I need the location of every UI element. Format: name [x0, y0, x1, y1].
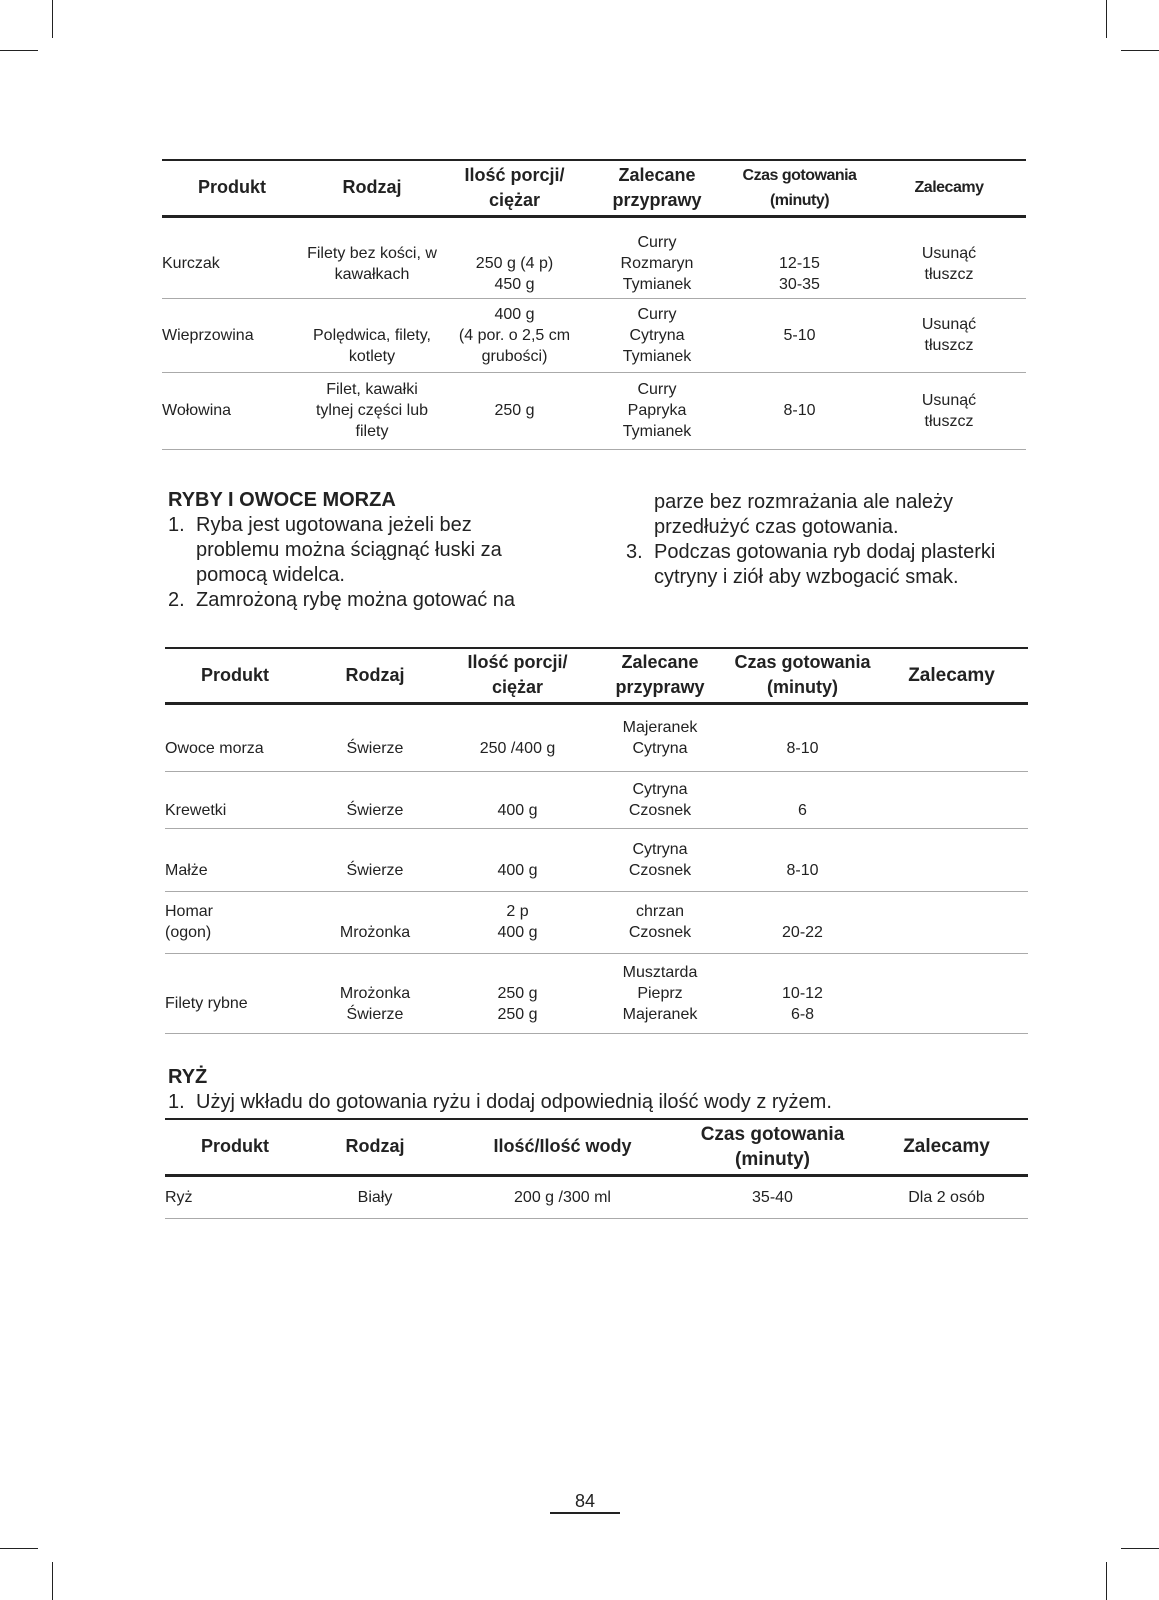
cell-produkt: Małże: [165, 828, 305, 891]
cell-przyprawy: Curry Papryka Tymianek: [587, 372, 727, 449]
cell-zalecamy: [875, 953, 1028, 1033]
cell-ilosc: 400 g: [445, 828, 590, 891]
fish-table: [165, 647, 1028, 1034]
cell-zalecamy: [875, 703, 1028, 771]
list-number: 3.: [626, 541, 643, 563]
meat-table: [162, 159, 1026, 450]
cell-czas: 8-10: [727, 372, 872, 449]
table-row: [165, 891, 1028, 953]
crop-mark: [1106, 0, 1107, 38]
cell-produkt: Kurczak: [162, 216, 302, 298]
cell-produkt: Wołowina: [162, 372, 302, 449]
header-produkt: Produkt: [162, 160, 302, 216]
cell-przyprawy: Musztarda Pieprz Majeranek: [590, 953, 730, 1033]
instruction-list: [168, 513, 523, 613]
list-number: 2.: [168, 589, 185, 611]
list-item: [626, 540, 1026, 590]
cell-zalecamy: [875, 891, 1028, 953]
instruction-list: [168, 1090, 1028, 1115]
cell-zalecamy: [875, 771, 1028, 828]
header-produkt: Produkt: [165, 1119, 305, 1175]
table-row: [165, 828, 1028, 891]
cell-czas: 20-22: [730, 891, 875, 953]
header-przyprawy: Zalecane przyprawy: [587, 160, 727, 216]
cell-produkt: Ryż: [165, 1175, 305, 1218]
cell-rodzaj: Mrożonka: [305, 891, 445, 953]
cell-zalecamy: [875, 828, 1028, 891]
table-row: [162, 372, 1026, 449]
cell-rodzaj: Świerze: [305, 828, 445, 891]
instruction-list: [626, 540, 1026, 590]
cell-rodzaj: Polędwica, filety, kotlety: [302, 298, 442, 372]
page-number: 84: [550, 1490, 620, 1514]
crop-mark: [52, 0, 53, 38]
cell-ilosc: 400 g: [445, 771, 590, 828]
table-row: [165, 771, 1028, 828]
table-row: [165, 1175, 1028, 1218]
cell-czas: 10-12 6-8: [730, 953, 875, 1033]
crop-mark: [1121, 50, 1159, 51]
cell-rodzaj: Świerze: [305, 771, 445, 828]
cell-zalecamy: Usunąć tłuszcz: [872, 372, 1026, 449]
cell-ilosc: 2 p 400 g: [445, 891, 590, 953]
cell-przyprawy: Curry Cytryna Tymianek: [587, 298, 727, 372]
cell-czas: 35-40: [680, 1175, 865, 1218]
cell-ilosc: 250 g (4 p) 450 g: [442, 216, 587, 298]
header-zalecamy: Zalecamy: [875, 648, 1028, 703]
list-text: Podczas gotowania ryb dodaj plasterki cytryny i ziół aby wzbogacić smak.: [654, 541, 996, 588]
header-produkt: Produkt: [165, 648, 305, 703]
list-text: Zamrożoną rybę można gotować na: [196, 589, 516, 611]
cell-zalecamy: Usunąć tłuszcz: [872, 298, 1026, 372]
cell-rodzaj: Biały: [305, 1175, 445, 1218]
cell-produkt: Homar (ogon): [165, 891, 305, 953]
list-number: 1.: [168, 1091, 185, 1113]
cell-produkt: Owoce morza: [165, 703, 305, 771]
fish-section-right: [626, 490, 1026, 590]
rice-table: [165, 1118, 1028, 1219]
header-rodzaj: Rodzaj: [302, 160, 442, 216]
list-continuation: parze bez rozmrażania ale należy przedłużyć czas gotowania.: [654, 491, 954, 538]
header-przyprawy: Zalecane przyprawy: [590, 648, 730, 703]
cell-ilosc: 250 /400 g: [445, 703, 590, 771]
cell-produkt: Wieprzowina: [162, 298, 302, 372]
cell-ilosc: 400 g (4 por. o 2,5 cm grubości): [442, 298, 587, 372]
cell-rodzaj: Filety bez kości, w kawałkach: [302, 216, 442, 298]
crop-mark: [1106, 1562, 1107, 1600]
header-czas: Czas gotowania (minuty): [727, 160, 872, 216]
header-ilosc-wody: Ilość/Ilość wody: [445, 1119, 680, 1175]
list-text: Użyj wkładu do gotowania ryżu i dodaj odpowiednią ilość wody z ryżem.: [196, 1091, 832, 1113]
rice-section: [168, 1065, 1028, 1115]
crop-mark: [0, 1548, 38, 1549]
header-czas: Czas gotowania (minuty): [730, 648, 875, 703]
crop-mark: [1121, 1548, 1159, 1549]
cell-czas: 12-15 30-35: [727, 216, 872, 298]
cell-przyprawy: Cytryna Czosnek: [590, 771, 730, 828]
crop-mark: [0, 50, 38, 51]
cell-rodzaj: Mrożonka Świerze: [305, 953, 445, 1033]
list-text: Ryba jest ugotowana jeżeli bez problemu można ściągnąć łuski za pomocą widelca.: [196, 514, 502, 586]
cell-czas: 8-10: [730, 828, 875, 891]
table-row: [165, 953, 1028, 1033]
list-item: [168, 1090, 1028, 1115]
table-row: [162, 298, 1026, 372]
cell-produkt: Filety rybne: [165, 953, 305, 1033]
header-czas: Czas gotowania (minuty): [680, 1119, 865, 1175]
cell-czas: 6: [730, 771, 875, 828]
cell-zalecamy: Dla 2 osób: [865, 1175, 1028, 1218]
header-rodzaj: Rodzaj: [305, 648, 445, 703]
header-ilosc: Ilość porcji/ ciężar: [442, 160, 587, 216]
list-number: 1.: [168, 514, 185, 536]
cell-przyprawy: Cytryna Czosnek: [590, 828, 730, 891]
cell-ilosc-wody: 200 g /300 ml: [445, 1175, 680, 1218]
cell-rodzaj: Świerze: [305, 703, 445, 771]
table-row: [165, 703, 1028, 771]
crop-mark: [52, 1562, 53, 1600]
list-item: [168, 513, 523, 588]
header-zalecamy: Zalecamy: [865, 1119, 1028, 1175]
section-title: RYBY I OWOCE MORZA: [168, 489, 396, 511]
cell-ilosc: 250 g: [442, 372, 587, 449]
cell-ilosc: 250 g 250 g: [445, 953, 590, 1033]
cell-czas: 5-10: [727, 298, 872, 372]
cell-rodzaj: Filet, kawałki tylnej części lub filety: [302, 372, 442, 449]
cell-przyprawy: Majeranek Cytryna: [590, 703, 730, 771]
section-title: RYŻ: [168, 1066, 208, 1088]
header-ilosc: Ilość porcji/ ciężar: [445, 648, 590, 703]
list-item: [168, 588, 523, 613]
cell-produkt: Krewetki: [165, 771, 305, 828]
header-rodzaj: Rodzaj: [305, 1119, 445, 1175]
cell-zalecamy: Usunąć tłuszcz: [872, 216, 1026, 298]
cell-przyprawy: chrzan Czosnek: [590, 891, 730, 953]
table-row: [162, 216, 1026, 298]
header-zalecamy: Zalecamy: [872, 160, 1026, 216]
fish-section-left: [168, 488, 523, 613]
cell-czas: 8-10: [730, 703, 875, 771]
cell-przyprawy: Curry Rozmaryn Tymianek: [587, 216, 727, 298]
